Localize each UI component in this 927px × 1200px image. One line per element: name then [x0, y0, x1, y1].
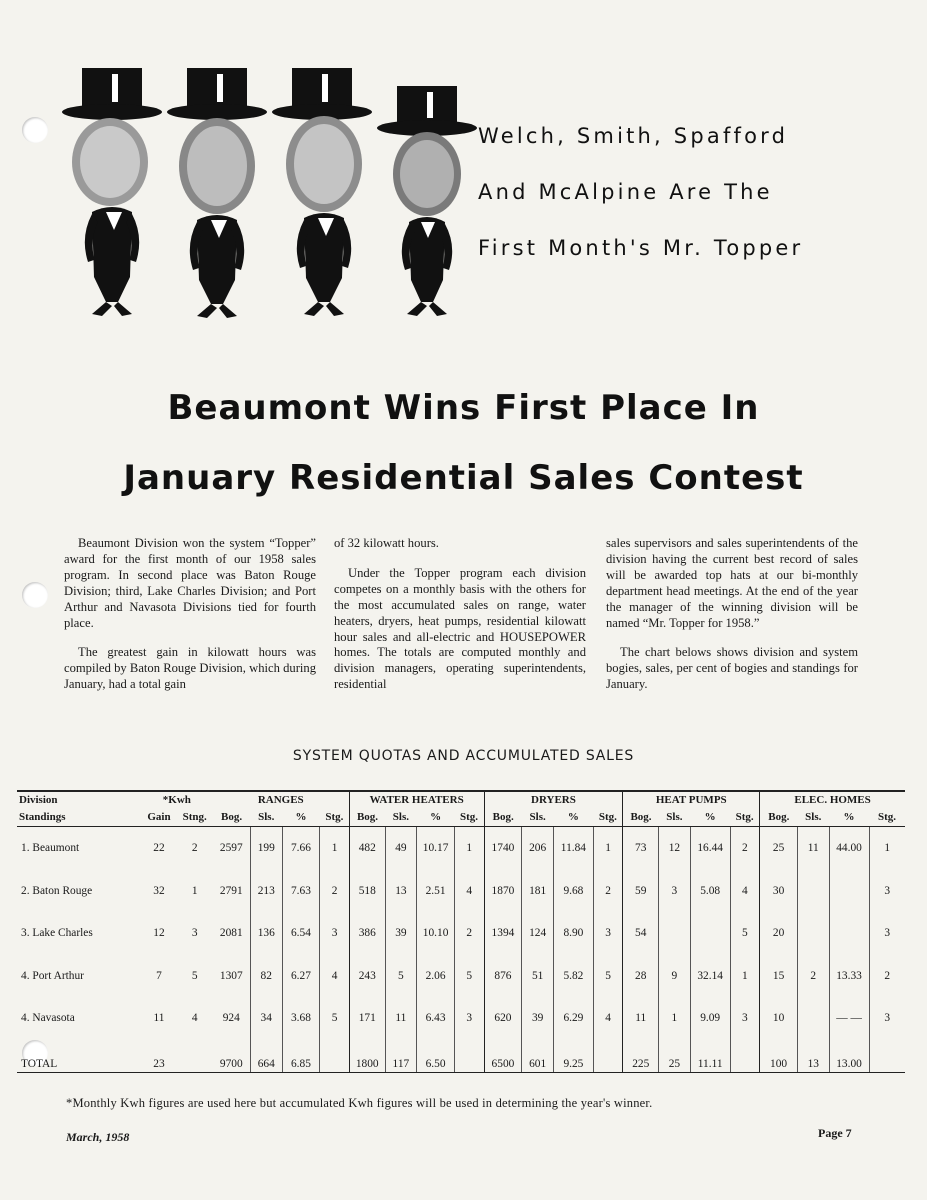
table-cell: 3	[730, 997, 760, 1040]
topper-headline-line-1: Welch, Smith, Spafford	[478, 124, 789, 148]
table-cell: 4	[593, 997, 622, 1040]
table-cell: 100	[760, 1040, 798, 1073]
sales-standings-table	[17, 790, 905, 1073]
table-cell: 213	[250, 870, 282, 913]
table-cell: 5	[191, 969, 198, 982]
table-cell: 28	[623, 955, 659, 998]
table-cell: 1	[455, 827, 485, 870]
issue-date: March, 1958	[66, 1130, 130, 1144]
table-cell: 6.27	[282, 955, 320, 998]
table-cell: 2	[798, 955, 830, 998]
table-cell: 1800	[349, 1040, 385, 1073]
table-cell	[869, 1040, 905, 1073]
subheader-pct: %	[829, 808, 869, 827]
table-cell	[455, 1040, 485, 1073]
paragraph: Beaumont Division won the system “Topper” award for the first month of our 1958 sales program. In second place was Baton Rouge Division; third, Lake Charles Division; and Port Arthur and Navasota Divisions tied for fourth place.	[64, 536, 316, 630]
table-row	[17, 827, 905, 870]
table-group-header-row	[17, 791, 905, 808]
table-cell: 12	[153, 927, 165, 940]
table-cell: 243	[349, 955, 385, 998]
subheader-bog: Bog.	[213, 808, 251, 827]
header-ranges: RANGES	[213, 791, 350, 808]
table-cell: 39	[385, 912, 417, 955]
binder-hole-top	[22, 117, 48, 143]
table-row	[17, 997, 905, 1040]
division-name-cell: 3. Lake Charles	[21, 927, 93, 940]
table-cell	[730, 1040, 760, 1073]
table-cell: 13	[385, 870, 417, 913]
table-cell: 3.68	[282, 997, 320, 1040]
table-footnote: *Monthly Kwh figures are used here but accumulated Kwh figures will be used in determining the year's winner.	[66, 1096, 653, 1110]
table-cell: 73	[623, 827, 659, 870]
table-cell: 3	[869, 870, 905, 913]
header-water-heaters: WATER HEATERS	[349, 791, 484, 808]
table-cell: 620	[484, 997, 522, 1040]
table-cell: 10.10	[417, 912, 455, 955]
table-cell: 54	[623, 912, 659, 955]
division-name-cell: TOTAL	[17, 1040, 141, 1073]
article-column-2	[334, 536, 586, 707]
table-cell	[798, 997, 830, 1040]
table-cell: 6.29	[553, 997, 593, 1040]
subheader-bog: Bog.	[484, 808, 522, 827]
subheader-pct: %	[553, 808, 593, 827]
table-cell: 601	[522, 1040, 554, 1073]
table-cell: 1740	[484, 827, 522, 870]
table-title: SYSTEM QUOTAS AND ACCUMULATED SALES	[292, 748, 635, 764]
table-cell: 7.66	[282, 827, 320, 870]
table-cell: 2.51	[417, 870, 455, 913]
table-cell: 34	[250, 997, 282, 1040]
table-row	[17, 870, 905, 913]
division-name-cell: 4. Port Arthur	[21, 969, 84, 982]
table-cell: 3	[455, 997, 485, 1040]
table-cell	[829, 912, 869, 955]
subheader-sls: Sls.	[522, 808, 554, 827]
table-cell: 3	[869, 997, 905, 1040]
table-cell: 1	[191, 884, 198, 897]
table-cell	[690, 912, 730, 955]
table-cell: 2	[320, 870, 349, 913]
table-cell: 13.33	[829, 955, 869, 998]
table-cell: 13	[798, 1040, 830, 1073]
table-cell: 10	[760, 997, 798, 1040]
table-cell: 82	[250, 955, 282, 998]
table-cell: 6.85	[282, 1040, 320, 1073]
paragraph: of 32 kilowatt hours.	[334, 536, 439, 550]
table-cell	[593, 1040, 622, 1073]
table-cell: 13.00	[829, 1040, 869, 1073]
table-cell: 5	[593, 955, 622, 998]
table-cell: 9	[659, 955, 691, 998]
table-cell: 22	[153, 842, 165, 855]
table-cell: 11	[798, 827, 830, 870]
table-cell: 117	[385, 1040, 417, 1073]
table-cell: 1	[593, 827, 622, 870]
table-cell: 25	[659, 1040, 691, 1073]
table-cell: 2	[593, 870, 622, 913]
table-cell: 4	[320, 955, 349, 998]
article-column-3	[606, 536, 858, 707]
table-cell	[177, 1040, 213, 1073]
table-cell: 1394	[484, 912, 522, 955]
table-cell: 2081	[219, 927, 243, 940]
table-cell: 9.68	[553, 870, 593, 913]
table-cell: 2	[191, 842, 198, 855]
table-cell: 3	[320, 912, 349, 955]
table-cell: 11	[153, 1012, 165, 1025]
table-cell: 5	[730, 912, 760, 955]
division-name-cell: 4. Navasota	[21, 1012, 75, 1025]
article-title-line-2: January Residential Sales Contest	[123, 458, 804, 498]
table-cell: 1870	[484, 870, 522, 913]
table-cell: 51	[522, 955, 554, 998]
table-cell: 386	[349, 912, 385, 955]
table-cell: 136	[250, 912, 282, 955]
table-cell: 3	[659, 870, 691, 913]
table-cell: 11.84	[553, 827, 593, 870]
table-cell: 59	[623, 870, 659, 913]
subheader-sls: Sls.	[385, 808, 417, 827]
table-cell: 664	[250, 1040, 282, 1073]
table-cell: 1	[659, 997, 691, 1040]
division-name-cell: 1. Beaumont	[21, 842, 80, 855]
binder-hole-middle	[22, 582, 48, 608]
table-cell: 9700	[213, 1040, 251, 1073]
header-elec-homes: ELEC. HOMES	[760, 791, 905, 808]
subheader-stg: Stg.	[593, 808, 622, 827]
subheader-stg: Stg.	[320, 808, 349, 827]
subheader-sls: Sls.	[659, 808, 691, 827]
table-cell: 124	[522, 912, 554, 955]
topper-headline-line-3: First Month's Mr. Topper	[478, 236, 804, 260]
table-cell: 1	[320, 827, 349, 870]
division-name-cell: 2. Baton Rouge	[21, 884, 93, 897]
top-hat-figures-illustration	[62, 62, 482, 332]
header-heat-pumps: HEAT PUMPS	[623, 791, 760, 808]
table-cell: 44.00	[829, 827, 869, 870]
table-cell: 11.11	[690, 1040, 730, 1073]
table-cell: 8.90	[553, 912, 593, 955]
table-cell: 924	[222, 1012, 240, 1025]
subheader-standings: Standings	[17, 808, 141, 827]
header-dryers: DRYERS	[484, 791, 623, 808]
table-cell	[829, 870, 869, 913]
table-cell: 518	[349, 870, 385, 913]
table-cell: 482	[349, 827, 385, 870]
table-cell: — —	[829, 997, 869, 1040]
table-cell: 6500	[484, 1040, 522, 1073]
topper-headline	[478, 108, 878, 276]
table-cell: 32	[153, 884, 165, 897]
table-cell: 3	[869, 912, 905, 955]
table-cell: 9.09	[690, 997, 730, 1040]
table-cell: 181	[522, 870, 554, 913]
table-cell: 2.06	[417, 955, 455, 998]
table-cell: 25	[760, 827, 798, 870]
table-cell: 2	[455, 912, 485, 955]
table-cell: 5	[385, 955, 417, 998]
table-cell: 3	[191, 927, 198, 940]
header-kwh: *Kwh	[141, 791, 213, 808]
table-cell: 199	[250, 827, 282, 870]
table-cell: 5.82	[553, 955, 593, 998]
subheader-bog: Bog.	[623, 808, 659, 827]
table-cell: 5.08	[690, 870, 730, 913]
table-cell: 2791	[219, 884, 243, 897]
table-cell: 2	[730, 827, 760, 870]
table-total-row	[17, 1040, 905, 1073]
paragraph: sales supervisors and sales superintendents of the division having the current best record of sales will be awarded top hats at our bi-monthly department head meetings. At the end of the year the manager of the winning division will be named “Mr. Topper for 1958.”	[606, 536, 858, 630]
subheader-gain: Gain	[141, 808, 177, 827]
table-cell: 9.25	[553, 1040, 593, 1073]
table-cell: 4	[730, 870, 760, 913]
table-cell: 206	[522, 827, 554, 870]
table-row	[17, 955, 905, 998]
table-cell	[320, 1040, 349, 1073]
subheader-sls: Sls.	[250, 808, 282, 827]
table-sub-header-row	[17, 808, 905, 827]
table-cell: 30	[760, 870, 798, 913]
table-cell: 6.43	[417, 997, 455, 1040]
table-cell: 6.54	[282, 912, 320, 955]
table-cell	[659, 912, 691, 955]
table-cell: 11	[385, 997, 417, 1040]
table-cell: 10.17	[417, 827, 455, 870]
table-row	[17, 912, 905, 955]
table-cell: 5	[320, 997, 349, 1040]
table-cell: 7	[156, 969, 162, 982]
subheader-pct: %	[417, 808, 455, 827]
table-cell: 1	[869, 827, 905, 870]
table-cell: 2597	[219, 842, 243, 855]
top-hat-figure-spafford	[272, 62, 372, 332]
table-cell: 171	[349, 997, 385, 1040]
table-cell: 5	[455, 955, 485, 998]
subheader-sls: Sls.	[798, 808, 830, 827]
subheader-pct: %	[690, 808, 730, 827]
table-cell	[798, 870, 830, 913]
table-cell: 6.50	[417, 1040, 455, 1073]
table-cell: 16.44	[690, 827, 730, 870]
paragraph: Under the Topper program each division competes on a monthly basis with the others for the most accumulated sales on range, water heaters, dryers, heat pumps, residential kilowatt hour sales and all-electric and HOUSEPOWER homes. The totals are computed monthly and division managers, operating superintendents, residential	[334, 565, 586, 692]
table-cell: 876	[484, 955, 522, 998]
subheader-stng: Stng.	[177, 808, 213, 827]
table-cell: 3	[593, 912, 622, 955]
header-division: Division	[17, 791, 141, 808]
table-cell: 23	[141, 1040, 177, 1073]
table-cell	[798, 912, 830, 955]
subheader-stg: Stg.	[869, 808, 905, 827]
table-cell: 20	[760, 912, 798, 955]
subheader-stg: Stg.	[730, 808, 760, 827]
table-cell: 4	[455, 870, 485, 913]
paragraph: The greatest gain in kilowatt hours was compiled by Baton Rouge Division, which during January, had a total gain	[64, 645, 316, 692]
table-body	[17, 827, 905, 1073]
subheader-bog: Bog.	[760, 808, 798, 827]
article-column-1	[64, 536, 316, 707]
table-cell: 39	[522, 997, 554, 1040]
table-cell: 225	[623, 1040, 659, 1073]
table-cell: 49	[385, 827, 417, 870]
subheader-stg: Stg.	[455, 808, 485, 827]
subheader-bog: Bog.	[349, 808, 385, 827]
table-cell: 1	[730, 955, 760, 998]
topper-headline-line-2: And McAlpine Are The	[478, 180, 773, 204]
paragraph: The chart belows shows division and system bogies, sales, per cent of bogies and standings for January.	[606, 645, 858, 692]
table-cell: 7.63	[282, 870, 320, 913]
table-cell: 11	[623, 997, 659, 1040]
table-cell: 32.14	[690, 955, 730, 998]
table-cell: 15	[760, 955, 798, 998]
table-cell: 2	[869, 955, 905, 998]
subheader-pct: %	[282, 808, 320, 827]
top-hat-figure-mcalpine	[377, 62, 477, 332]
table-cell: 1307	[219, 969, 243, 982]
table-cell: 4	[191, 1012, 198, 1025]
article-title-line-1: Beaumont Wins First Place In	[167, 388, 760, 428]
top-hat-figure-smith	[167, 62, 267, 332]
page-number: Page 7	[818, 1126, 852, 1140]
top-hat-figure-welch	[62, 62, 162, 332]
table-cell: 12	[659, 827, 691, 870]
